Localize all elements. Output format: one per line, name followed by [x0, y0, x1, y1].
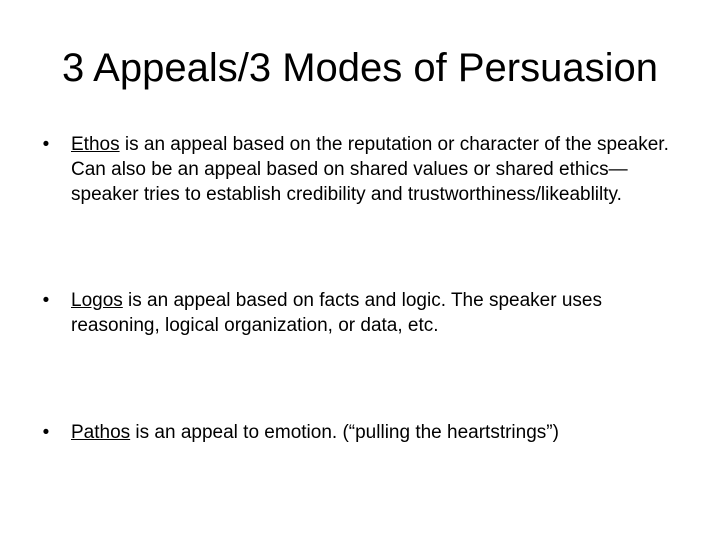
- bullet-ethos: [36, 132, 686, 207]
- bullet-description: is an appeal to emotion. (“pulling the heartstrings”): [130, 422, 559, 443]
- bullet-description: is an appeal based on the reputation or character of the speaker. Can also be an appeal based on shared values or shared ethics—speaker tries to establish credibility and trustworthiness/likeablilty.: [71, 134, 669, 205]
- term-ethos: Ethos: [71, 134, 120, 155]
- bullet-logos: [36, 288, 686, 338]
- bullet-pathos: [36, 420, 686, 445]
- bullet-dot: •: [42, 290, 50, 311]
- bullet-text: [71, 132, 686, 207]
- slide-title: 3 Appeals/3 Modes of Persuasion: [62, 46, 658, 90]
- bullet-text: [71, 420, 686, 445]
- bullet-text: [71, 288, 686, 338]
- bullet-description: is an appeal based on facts and logic. The speaker uses reasoning, logical organization, or data, etc.: [71, 290, 602, 336]
- term-pathos: Pathos: [71, 422, 131, 443]
- term-logos: Logos: [71, 290, 123, 311]
- bullet-dot: •: [42, 422, 50, 443]
- bullet-dot: •: [42, 134, 50, 155]
